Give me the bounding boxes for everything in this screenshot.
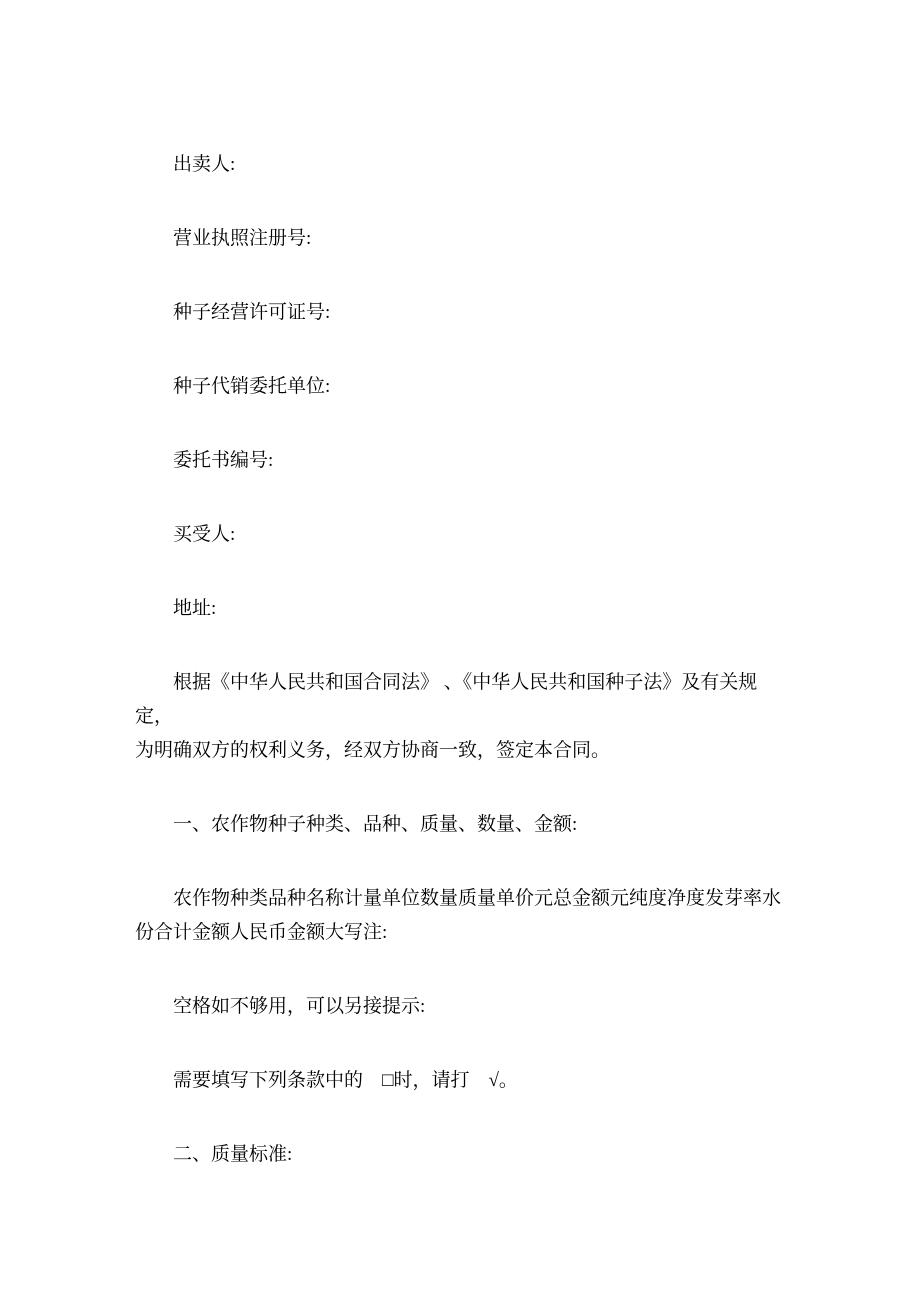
- field-label-text: 营业执照注册号:: [173, 228, 312, 249]
- section-heading-1: [135, 808, 795, 842]
- section-heading-text: 二、质量标准:: [173, 1144, 293, 1165]
- paragraph-line: 份合计金额人民币金额大写注:: [135, 922, 388, 943]
- paragraph-line: 为明确双方的权利义务，经双方协商一致，签定本合同。: [135, 740, 611, 761]
- field-address-label: [135, 592, 795, 626]
- note-checkbox-instruction: [135, 1064, 795, 1098]
- paragraph-table-header-text: [135, 882, 795, 950]
- paragraph-line: 根据《中华人民共和国合同法》 、《中华人民共和国种子法》及有关规定，: [135, 672, 758, 727]
- field-authorization-letter-number-label: [135, 444, 795, 478]
- paragraph-line: 农作物种类品种名称计量单位数量质量单价元总金额元纯度净度发芽率水: [173, 888, 782, 909]
- field-label-text: 委托书编号:: [173, 450, 274, 471]
- field-seed-business-permit-number-label: [135, 296, 795, 330]
- note-text: 空格如不够用，可以另接提示:: [173, 996, 426, 1017]
- field-business-license-number-label: [135, 222, 795, 256]
- field-label-text: 出卖人:: [173, 154, 236, 175]
- field-label-text: 地址:: [173, 598, 217, 619]
- field-seed-consignment-entrusting-unit-label: [135, 370, 795, 404]
- field-seller-label: [135, 148, 795, 182]
- section-heading-2: [135, 1138, 795, 1172]
- note-text: 需要填写下列条款中的 □时，请打 √。: [173, 1070, 518, 1091]
- document-body: [135, 148, 795, 1212]
- note-space-insufficient: [135, 990, 795, 1024]
- field-label-text: 种子代销委托单位:: [173, 376, 331, 397]
- field-buyer-label: [135, 518, 795, 552]
- paragraph-legal-basis: [135, 666, 795, 768]
- field-label-text: 买受人:: [173, 524, 236, 545]
- field-label-text: 种子经营许可证号:: [173, 302, 331, 323]
- section-heading-text: 一、农作物种子种类、品种、质量、数量、金额:: [173, 814, 578, 835]
